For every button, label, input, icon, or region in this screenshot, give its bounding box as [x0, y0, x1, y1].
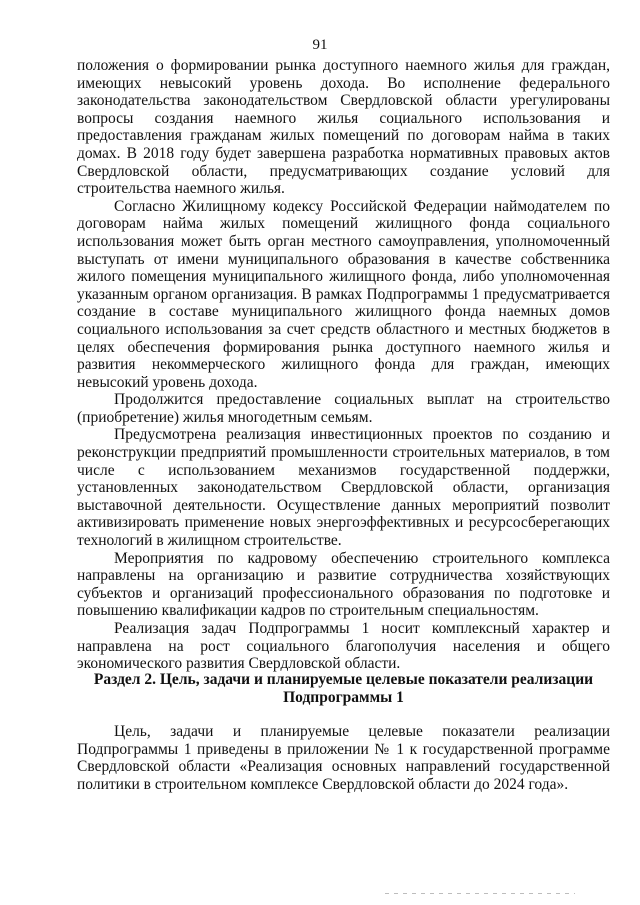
- section-heading: Раздел 2. Цель, задачи и планируемые целевые показатели реализации Подпрограммы 1: [93, 671, 594, 706]
- page-number: 91: [312, 37, 328, 53]
- section-body: [77, 723, 610, 793]
- document-body: [77, 57, 610, 673]
- scan-artifact-line: [385, 893, 575, 894]
- paragraph-implementation: Реализация задач Подпрограммы 1 носит комплексный характер и направлена на рост социального благополучия населения и общего экономического развития Свердловской области.: [77, 620, 610, 673]
- paragraph-section-text: Цель, задачи и планируемые целевые показатели реализации Подпрограммы 1 приведены в приложении № 1 к государственной программе Свердловской области «Реализация основных направлений государственной политики в строительном комплексе Свердловской области до 2024 года».: [77, 723, 610, 793]
- paragraph-housing-code: Согласно Жилищному кодексу Российской Федерации наймодателем по договорам найма жилых помещений жилищного фонда социального использования может быть орган местного самоуправления, уполномоченный выступать от имени муниципального образования в качестве собственника жилого помещения муниципального жилищного фонда, либо уполномоченная указанным органом организация. В рамках Подпрограммы 1 предусматривается создание в составе муниципального жилищного фонда наемных домов социального использования за счет средств областного и местных бюджетов в целях обеспечения формирования рынка доступного наемного жилья и развития некоммерческого жилищного фонда для граждан, имеющих невысокий уровень дохода.: [77, 197, 610, 391]
- paragraph-staffing: Мероприятия по кадровому обеспечению строительного комплекса направлены на организацию и развитие сотрудничества хозяйствующих субъектов и организаций профессионального образования по подготовке и повышению квалификации кадров по строительным специальностям.: [77, 549, 610, 620]
- paragraph-social-payments: Продолжится предоставление социальных выплат на строительство (приобретение) жилья многодетным семьям.: [77, 391, 610, 426]
- paragraph-investment-projects: Предусмотрена реализация инвестиционных проектов по созданию и реконструкции предприятий промышленности строительных материалов, в том числе с использованием механизмов государственной поддержки, установленных законодательством Свердловской области, организация выставочной деятельности. Осуществление данных мероприятий позволит активизировать применение новых энергоэффективных и ресурсосберегающих технологий в жилищном строительстве.: [77, 426, 610, 550]
- paragraph-continuation: положения о формировании рынка доступного наемного жилья для граждан, имеющих невысокий уровень дохода. Во исполнение федерального законодательства законодательством Свердловской области урегулированы вопросы создания наемного жилья социального использования и предоставления гражданам жилых помещений по договорам найма в таких домах. В 2018 году будет завершена разработка нормативных правовых актов Свердловской области, предусматривающих создание условий для строительства наемного жилья.: [77, 57, 610, 198]
